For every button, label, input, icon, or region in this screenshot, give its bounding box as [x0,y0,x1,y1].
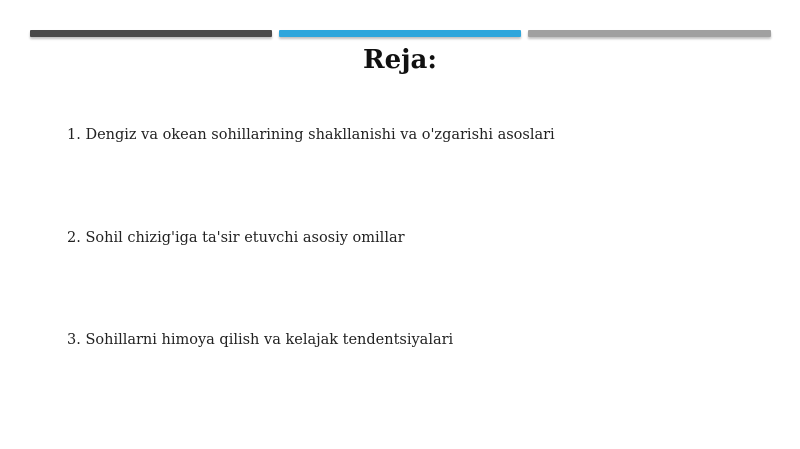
plan-item-3: 3. Sohillarni himoya qilish va kelajak tendentsiyalari [67,332,454,348]
slide-title: Reja: [362,45,437,75]
plan-item-2: 2. Sohil chizig'iga ta'sir etuvchi asosiy omillar [67,230,405,246]
header-bar-dark [30,30,272,37]
header-bar-gray [528,30,771,37]
header-bar-blue [279,30,521,37]
plan-item-1: 1. Dengiz va okean sohillarining shakllanishi va o'zgarishi asoslari [67,127,555,143]
